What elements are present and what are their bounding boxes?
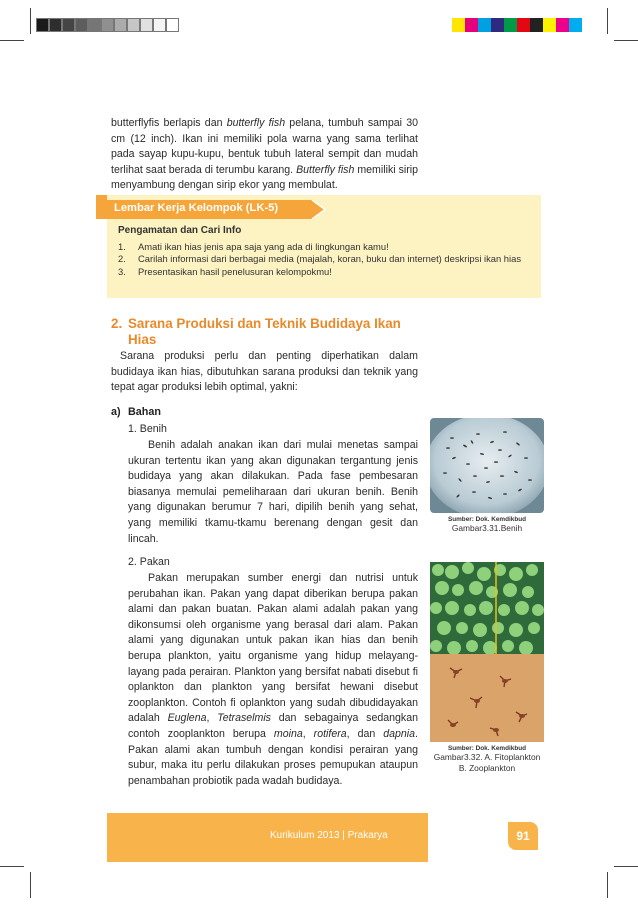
- subsection-heading: a) Bahan: [111, 406, 161, 418]
- zooplankton-photo: [430, 654, 544, 742]
- section-heading: 2. Sarana Produksi dan Teknik Budidaya Ikan Hias: [111, 316, 401, 347]
- crop-mark: [607, 8, 608, 34]
- phytoplankton-photo: [430, 562, 544, 654]
- worksheet-list: [118, 241, 536, 278]
- intro-paragraph: butterflyfis berlapis dan butterfly fish pelana, tumbuh sampai 30 cm (12 inch). Ikan ini memiliki pola warna yang sama terlihat pada sayap kupu-kupu, bentuk tubuh lateral sempit dan mudah terlihat saat berada di terumbu karang. Butterfly fish memiliki sirip menyambung dengan sirip ekor yang membulat.: [111, 117, 418, 192]
- list-item: 3. Presentasikan hasil penelusuran kelompokmu!: [118, 265, 332, 277]
- worksheet-title: Lembar Kerja Kelompok (LK-5): [114, 202, 279, 214]
- crop-mark: [607, 872, 608, 898]
- crop-mark: [614, 866, 638, 867]
- footer-text: Kurikulum 2013 | Prakarya: [270, 830, 388, 841]
- pakan-label: 2. Pakan: [128, 556, 170, 568]
- color-calibration-bar: [452, 18, 582, 32]
- figure-caption-line2: B. Zooplankton: [458, 763, 516, 773]
- figure-caption-line1: Gambar3.32. A. Fitoplankton: [433, 752, 541, 762]
- figure-benih: [430, 418, 544, 534]
- crop-mark: [614, 40, 638, 41]
- benih-label: 1. Benih: [128, 423, 167, 435]
- crop-mark: [0, 40, 24, 41]
- worksheet-subtitle: Pengamatan dan Cari Info: [118, 225, 242, 236]
- page-number: 91: [508, 822, 538, 850]
- fry-photo: [430, 418, 544, 513]
- worksheet-tab-stripe: [96, 195, 107, 219]
- list-item: 2. Carilah informasi dari berbagai media (majalah, koran, buku dan internet) deskripsi ikan hias: [118, 253, 522, 265]
- figure-source: Sumber: Dok. Kemdikbud: [447, 516, 527, 523]
- worksheet-title-banner: [107, 200, 329, 219]
- figure-caption: Gambar3.31.Benih: [451, 523, 523, 533]
- crop-mark: [0, 866, 24, 867]
- benih-paragraph: Benih adalah anakan ikan dari mulai menetas sampai ukuran tertentu ikan yang akan digunakan tergantung jenis budidaya yang akan dilakukan. Pada fase pembesaran biasanya memulai pemeliharaan dari ukuran benih. Benih yang digunakan berumur 7 hari, dipilih benih yang sehat, yang memiliki tkamu-tkamu berenang dengan gesit dan lincah.: [128, 439, 418, 545]
- pakan-paragraph: Pakan merupakan sumber energi dan nutrisi untuk perubahan ikan. Pakan yang dapat diberikan berupa pakan alami dan pakan buatan. Pakan alami adalah pakan yang dikonsumsi oleh organisme yang berasal dari alam. Pakan alami yang digunakan untuk pakan ikan hias dan benih berupa plankton, yaitu organisme yang hidup melayang-layang pada perairan. Plankton yang bersifat nabati disebut fi oplankton dan plankton yang bersifat hewani disebut zooplankton. Contoh fi oplankton yang sudah dibudidayakan adalah Euglena, Tetraselmis dan sebagainya sedangkan contoh zooplankton berupa moina, rotifera, dan dapnia. Pakan alami akan tumbuh dengan kondisi perairan yang subur, maka itu perlu dilakukan proses pemupukan ataupun penambahan probiotik pada wadah budidaya.: [128, 572, 418, 787]
- figure-plankton: [430, 562, 544, 774]
- section-intro: Sarana produksi perlu dan penting diperhatikan dalam budidaya ikan hias, dibutuhkan sarana produksi dan teknik yang tepat agar produksi lebih optimal, yakni:: [111, 350, 418, 394]
- gray-calibration-bar: [36, 18, 179, 32]
- list-item: 1. Amati ikan hias jenis apa saja yang ada di lingkungan kamu!: [118, 241, 389, 252]
- crop-mark: [30, 8, 31, 34]
- crop-mark: [30, 872, 31, 898]
- figure-source: Sumber: Dok. Kemdikbud: [447, 745, 527, 752]
